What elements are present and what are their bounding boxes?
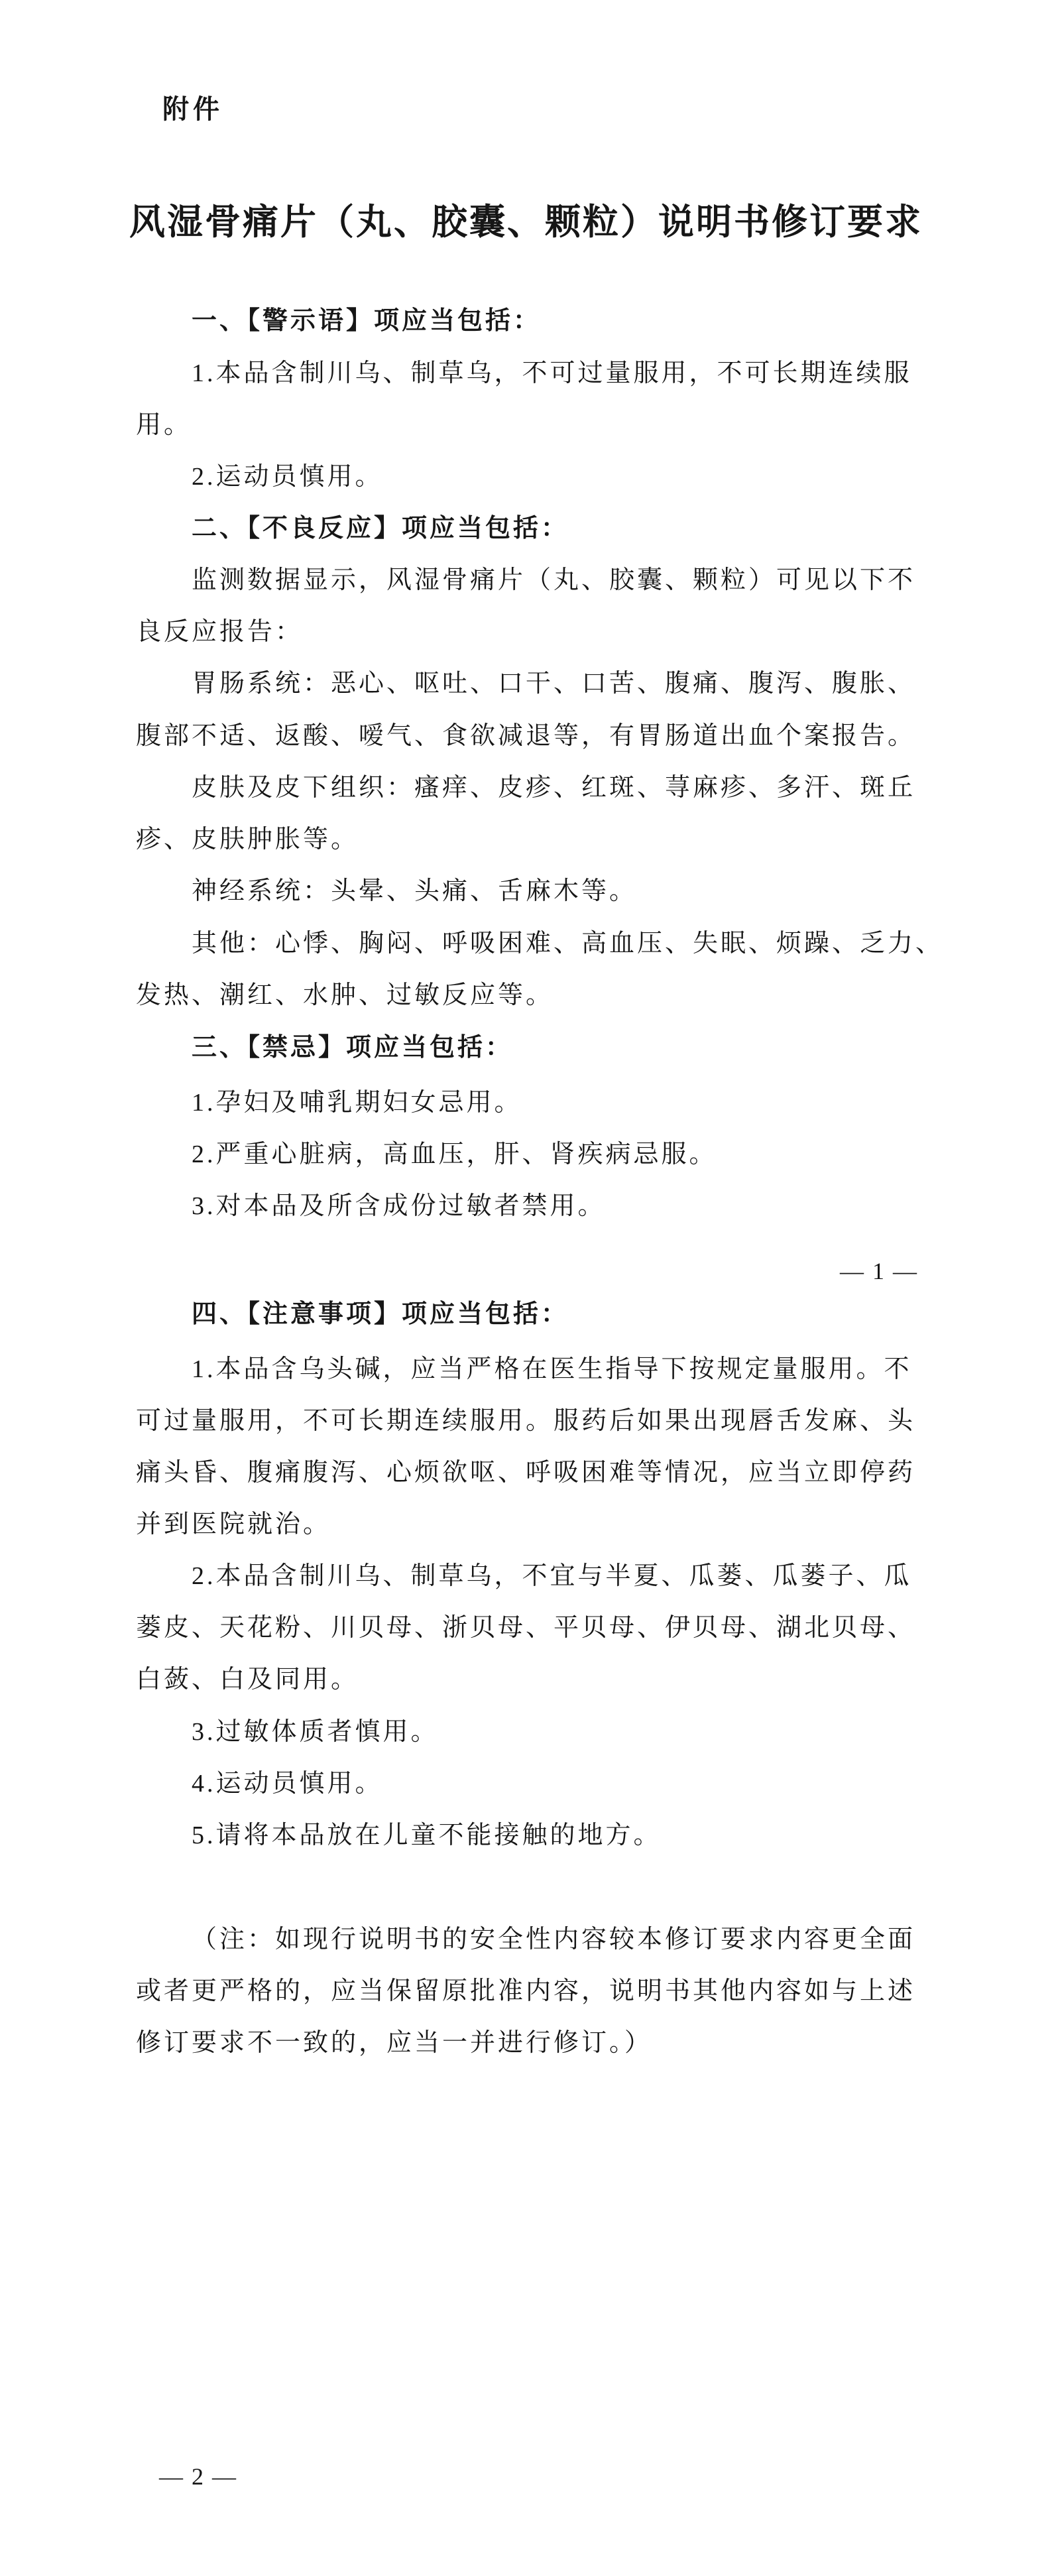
attachment-label: 附件	[162, 95, 223, 124]
precaution-item-1-line-4: 并到医院就治。	[136, 1510, 331, 1538]
precaution-item-5: 5.请将本品放在儿童不能接触的地方。	[192, 1821, 662, 1849]
contraindication-item-2: 2.严重心脏病，高血压，肝、肾疾病忌服。	[192, 1140, 717, 1168]
warning-item-2: 2.运动员慎用。	[192, 463, 383, 491]
adverse-intro-line-2: 良反应报告：	[136, 618, 304, 646]
precaution-item-1-line-3: 痛头昏、腹痛腹泻、心烦欲呕、呼吸困难等情况，应当立即停药	[136, 1459, 916, 1487]
section-3-heading: 三、【禁忌】项应当包括：	[192, 1034, 514, 1062]
precaution-item-1-line-1: 1.本品含乌头碱，应当严格在医生指导下按规定量服用。不	[192, 1355, 912, 1383]
note-line-3: 修订要求不一致的，应当一并进行修订。）	[136, 2029, 653, 2057]
adverse-intro-line-1: 监测数据显示，风湿骨痛片（丸、胶囊、颗粒）可见以下不	[192, 566, 916, 594]
adverse-other-line-2: 发热、潮红、水肿、过敏反应等。	[136, 981, 554, 1009]
precaution-item-2-line-3: 白蔹、白及同用。	[136, 1666, 359, 1693]
adverse-other-line-1: 其他：心悸、胸闷、呼吸困难、高血压、失眠、烦躁、乏力、	[192, 930, 944, 957]
adverse-nervous-line: 神经系统：头晕、头痛、舌麻木等。	[192, 877, 638, 905]
warning-item-1-line-1: 1.本品含制川乌、制草乌，不可过量服用，不可长期连续服	[192, 359, 912, 387]
note-line-1: （注：如现行说明书的安全性内容较本修订要求内容更全面	[192, 1926, 916, 1953]
adverse-gi-line-1: 胃肠系统：恶心、呕吐、口干、口苦、腹痛、腹泻、腹胀、	[192, 670, 916, 698]
precaution-item-2-line-2: 蒌皮、天花粉、川贝母、浙贝母、平贝母、伊贝母、湖北贝母、	[136, 1614, 916, 1642]
contraindication-item-3: 3.对本品及所含成份过敏者禁用。	[192, 1192, 606, 1220]
section-4-heading: 四、【注意事项】项应当包括：	[192, 1300, 569, 1328]
precaution-item-2-line-1: 2.本品含制川乌、制草乌，不宜与半夏、瓜蒌、瓜蒌子、瓜	[192, 1562, 912, 1590]
page-1-footer: — 1 —	[840, 1258, 918, 1284]
adverse-skin-line-1: 皮肤及皮下组织：瘙痒、皮疹、红斑、荨麻疹、多汗、斑丘	[192, 774, 916, 802]
document-title: 风湿骨痛片（丸、胶囊、颗粒）说明书修订要求	[129, 202, 923, 242]
note-line-2: 或者更严格的，应当保留原批准内容，说明书其他内容如与上述	[136, 1977, 916, 2005]
precaution-item-1-line-2: 可过量服用，不可长期连续服用。服药后如果出现唇舌发麻、头	[136, 1407, 916, 1435]
adverse-gi-line-2: 腹部不适、返酸、嗳气、食欲减退等，有胃肠道出血个案报告。	[136, 722, 916, 750]
precaution-item-4: 4.运动员慎用。	[192, 1770, 383, 1798]
section-1-heading: 一、【警示语】项应当包括：	[192, 307, 542, 335]
warning-item-1-line-2: 用。	[136, 411, 192, 439]
contraindication-item-1: 1.孕妇及哺乳期妇女忌用。	[192, 1089, 522, 1117]
precaution-item-3: 3.过敏体质者慎用。	[192, 1718, 439, 1746]
page-2-footer: — 2 —	[159, 2463, 237, 2490]
adverse-skin-line-2: 疹、皮肤肿胀等。	[136, 826, 359, 853]
section-2-heading: 二、【不良反应】项应当包括：	[192, 515, 569, 542]
